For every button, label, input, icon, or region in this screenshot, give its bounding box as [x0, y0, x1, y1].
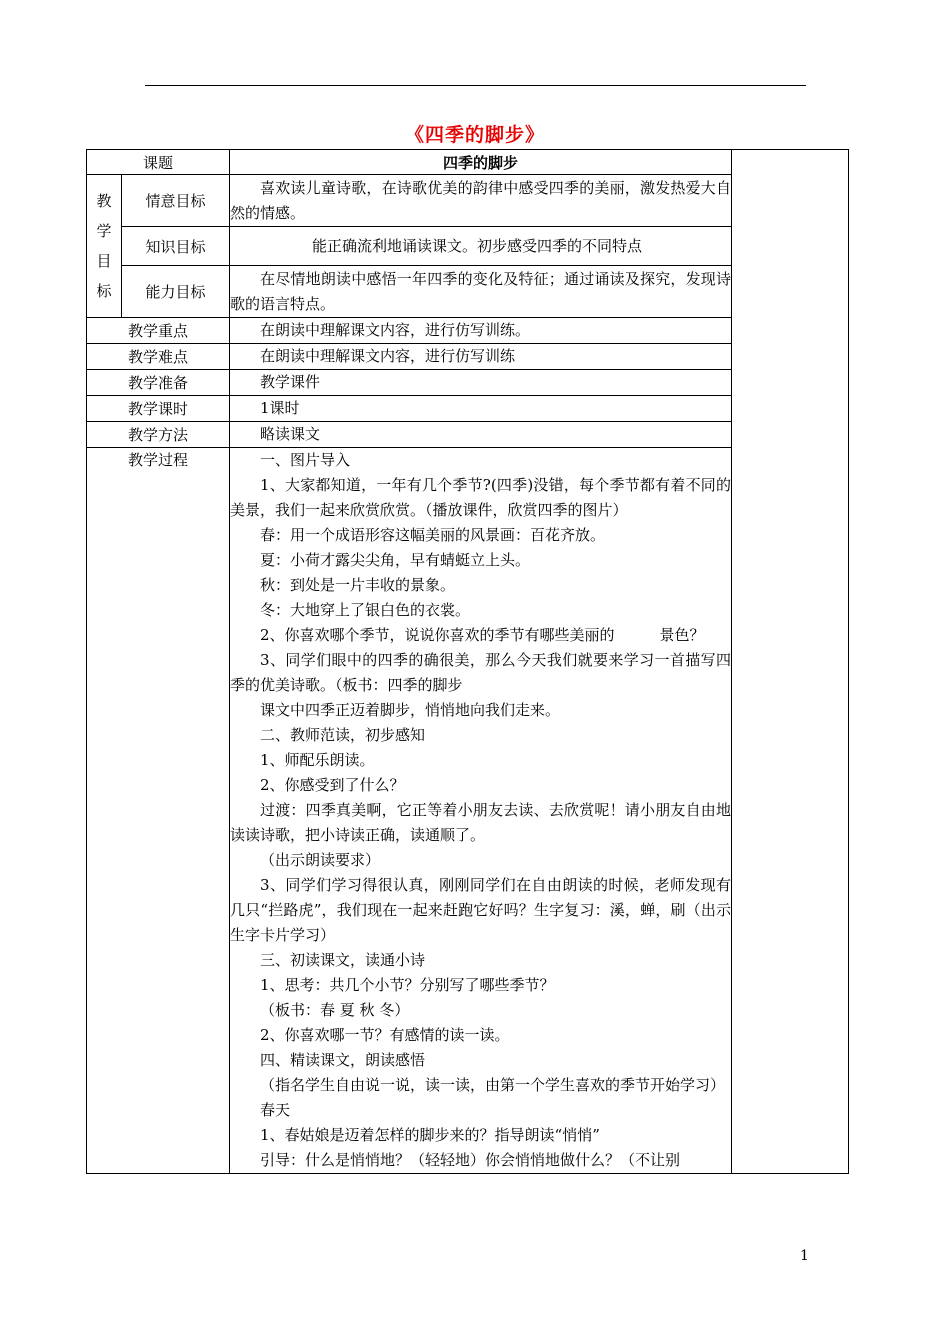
objective-text: 在尽情地朗读中感悟一年四季的变化及特征；通过诵读及探究，发现诗歌的语言特点。 — [230, 269, 732, 313]
process-line: 春：用一个成语形容这幅美丽的风景画：百花齐放。 — [260, 526, 606, 544]
info-cell — [230, 344, 732, 370]
process-line: 冬：大地穿上了银白色的衣裳。 — [260, 601, 471, 619]
process-line: 秋：到处是一片丰收的景象。 — [260, 576, 456, 594]
process-line: 夏：小荷才露尖尖角，早有蜻蜓立上头。 — [260, 551, 531, 569]
lesson-plan-table — [86, 149, 849, 1174]
objective-cell — [230, 227, 732, 266]
process-line: 二、教师范读，初步感知 — [260, 726, 426, 744]
process-line: 1、师配乐朗读。 — [260, 751, 375, 769]
objective-label: 情意目标 — [122, 175, 230, 227]
process-line: 1、思考：共几个小节？分别写了哪些季节？ — [260, 976, 555, 994]
process-line: 1、春姑娘是迈着怎样的脚步来的？指导朗读“悄悄” — [260, 1126, 600, 1144]
info-label: 教学准备 — [87, 370, 230, 396]
info-label: 教学重点 — [87, 318, 230, 344]
info-text: 略读课文 — [260, 425, 321, 443]
objectives-group-text: 教学目标 — [96, 192, 112, 300]
info-text: 教学课件 — [260, 373, 321, 391]
document-title: 《四季的脚步》 — [404, 124, 545, 146]
objective-cell — [230, 175, 732, 227]
process-line: 引导：什么是悄悄地？（轻轻地）你会悄悄地做什么？（不让别 — [260, 1151, 681, 1169]
process-line: 1、大家都知道，一年有几个季节?(四季)没错，每个季节都有着不同的美景，我们一起来欣赏欣赏。（播放课件，欣赏四季的图片） — [230, 476, 732, 519]
process-line: 过渡：四季真美啊，它正等着小朋友去读、去欣赏呢！请小朋友自由地读读诗歌，把小诗读正确，读通顺了。 — [230, 801, 732, 844]
info-text: 1课时 — [260, 399, 300, 417]
info-text: 在朗读中理解课文内容，进行仿写训练。 — [260, 321, 531, 339]
info-label: 教学课时 — [87, 396, 230, 422]
process-content — [230, 448, 732, 1174]
process-line: 课文中四季正迈着脚步，悄悄地向我们走来。 — [260, 701, 561, 719]
info-cell — [230, 422, 732, 448]
blank-margin-column — [732, 150, 849, 1174]
objectives-group-label — [87, 175, 122, 318]
info-label: 教学方法 — [87, 422, 230, 448]
process-line: 三、初读课文，读通小诗 — [260, 951, 426, 969]
process-line: 春天 — [260, 1101, 291, 1119]
info-label: 教学难点 — [87, 344, 230, 370]
info-cell — [230, 396, 732, 422]
info-text: 在朗读中理解课文内容，进行仿写训练 — [260, 347, 516, 365]
process-line: 3、同学们学习得很认真，刚刚同学们在自由朗读的时候，老师发现有几只“拦路虎”，我们现在一起来赶跑它好吗？生字复习：溪，蝉，刷（出示生字卡片学习） — [230, 876, 732, 944]
process-line: （板书：春 夏 秋 冬） — [260, 1001, 410, 1019]
process-line: 四、精读课文，朗读感悟 — [260, 1051, 426, 1069]
process-line: 2、你喜欢哪个季节，说说你喜欢的季节有哪些美丽的 景色？ — [260, 626, 705, 644]
process-line: 3、同学们眼中的四季的确很美，那么今天我们就要来学习一首描写四季的优美诗歌。（板书：四季的脚步 — [230, 651, 732, 694]
process-label: 教学过程 — [87, 448, 230, 1174]
process-line: （指名学生自由说一说，读一读，由第一个学生喜欢的季节开始学习） — [260, 1076, 726, 1094]
page-number-text: 1 — [800, 1248, 809, 1264]
process-line: 2、你感受到了什么？ — [260, 776, 405, 794]
subject-value: 四季的脚步 — [230, 150, 732, 175]
subject-row — [87, 150, 849, 175]
info-cell — [230, 370, 732, 396]
objective-cell — [230, 266, 732, 318]
objective-text: 能正确流利地诵读课文。初步感受四季的不同特点 — [312, 236, 643, 255]
process-line: （出示朗读要求） — [260, 851, 381, 869]
info-cell — [230, 318, 732, 344]
objective-text: 喜欢读儿童诗歌，在诗歌优美的韵律中感受四季的美丽，激发热爱大自然的情感。 — [230, 178, 732, 222]
objective-label: 能力目标 — [122, 266, 230, 318]
process-line: 2、你喜欢哪一节？有感情的读一读。 — [260, 1026, 510, 1044]
header-rule — [145, 85, 806, 86]
subject-label: 课题 — [87, 150, 230, 175]
process-line: 一、图片导入 — [260, 451, 351, 469]
objective-label: 知识目标 — [122, 227, 230, 266]
